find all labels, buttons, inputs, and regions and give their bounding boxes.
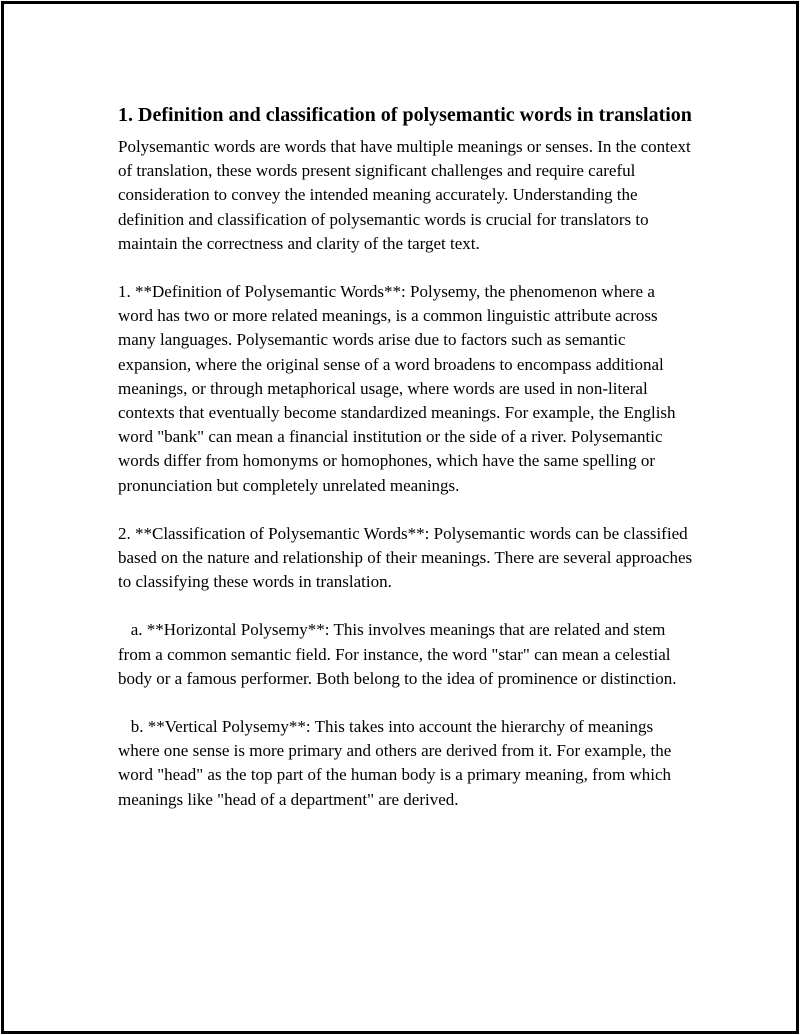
classification-paragraph: 2. **Classification of Polysemantic Words**: Polysemantic words can be classified based on the nature and relationship of their meanings. There are several approaches to classifying these words in translation.: [118, 523, 697, 592]
document-body: [118, 98, 697, 836]
intro-paragraph: Polysemantic words are words that have multiple meanings or senses. In the context of translation, these words present significant challenges and require careful consideration to convey the intended meaning accurately. Understanding the definition and classification of polysemantic words is crucial for translators to maintain the correctness and clarity of the target text.: [118, 137, 695, 253]
vertical-polysemy-paragraph: b. **Vertical Polysemy**: This takes into account the hierarchy of meanings where one sense is more primary and others are derived from it. For example, the word "head" as the top part of the human body is a primary meaning, from which meanings like "head of a department" are derived.: [118, 717, 676, 809]
definition-paragraph: 1. **Definition of Polysemantic Words**: Polysemy, the phenomenon where a word has two or more related meanings, is a common linguistic attribute across many languages. Polysemantic words arise due to factors such as semantic expansion, where the original sense of a word broadens to encompass additional meanings, or through metaphorical usage, where words are used in non-literal contexts that eventually become standardized meanings. For example, the English word "bank" can mean a financial institution or the side of a river. Polysemantic words differ from homonyms or homophones, which have the same spelling or pronunciation but completely unrelated meanings.: [118, 282, 680, 495]
page-frame: [1, 1, 799, 1034]
horizontal-polysemy-paragraph: a. **Horizontal Polysemy**: This involves meanings that are related and stem from a common semantic field. For instance, the word "star" can mean a celestial body or a famous performer. Both belong to the idea of prominence or distinction.: [118, 620, 677, 688]
section-heading: 1. Definition and classification of polysemantic words in translation: [118, 104, 692, 126]
